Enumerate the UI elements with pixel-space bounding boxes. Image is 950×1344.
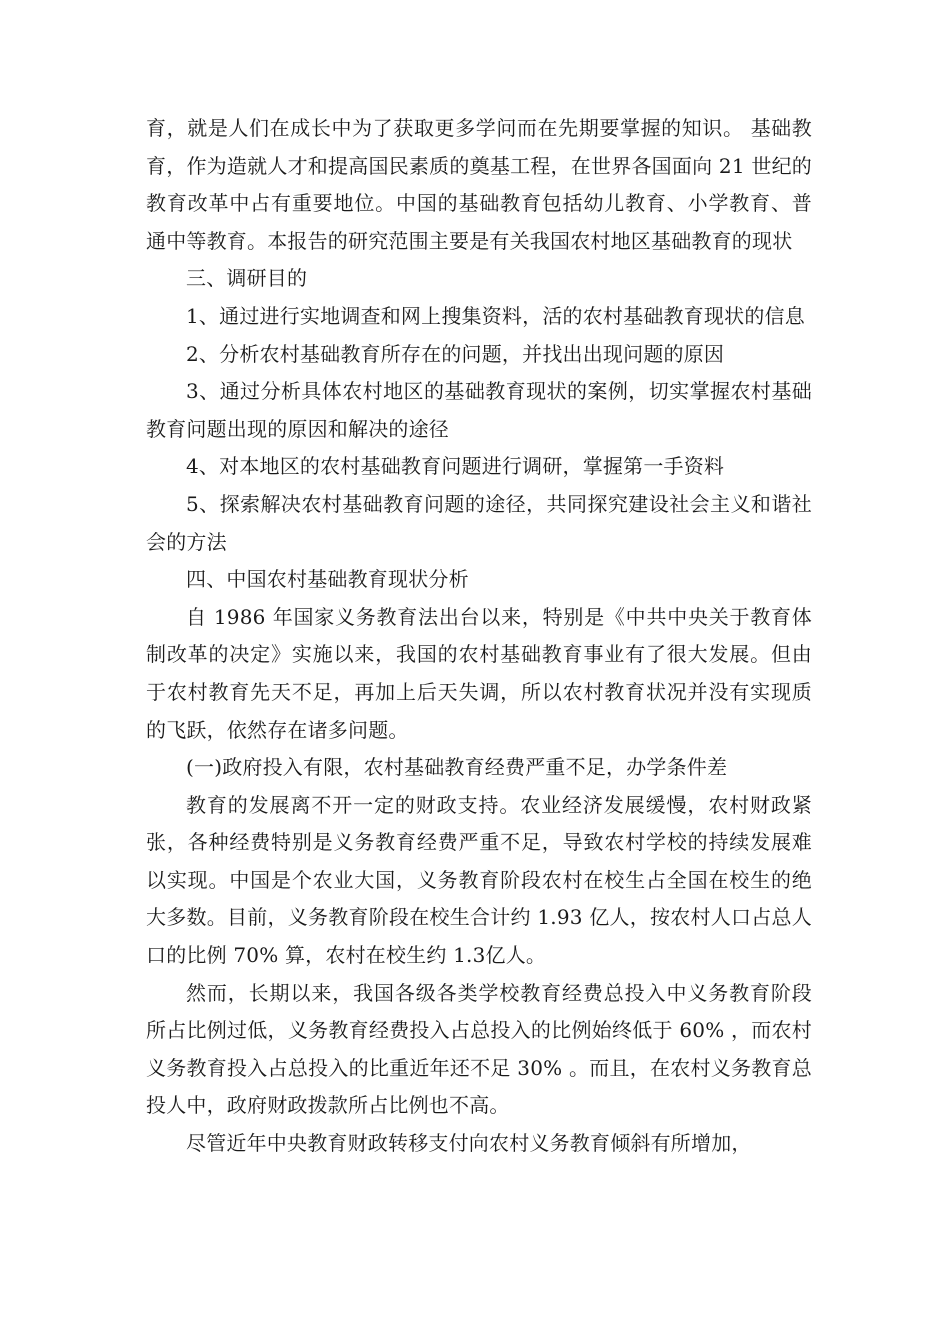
document-body [146, 110, 812, 1163]
section-heading-research-goals: 三、调研目的 [186, 266, 308, 291]
paragraph-intro-continued: 育，就是人们在成长中为了获取更多学问而在先期要掌握的知识。 基础教育，作为造就人才和提高国民素质的奠基工程，在世界各国面向 21 世纪的教育改革中占有重要地位。中国的基础教育包括幼儿教育、小学教育、普通中等教育。本报告的研究范围主要是有关我国农村地区基础教育的现状 [146, 116, 812, 253]
paragraph-funding-2: 然而，长期以来，我国各级各类学校教育经费总投入中义务教育阶段所占比例过低，义务教育经费投入占总投入的比例始终低于 60% ，而农村义务教育投入占总投入的比重近年还不足 30% 。而且，在农村义务教育总投人中，政府财政拨款所占比例也不高。 [146, 980, 812, 1118]
paragraph-funding-1: 教育的发展离不开一定的财政支持。农业经济发展缓慢，农村财政紧张，各种经费特别是义务教育经费严重不足，导致农村学校的持续发展难以实现。中国是个农业大国，义务教育阶段农村在校生占全国在校生的绝大多数。目前，义务教育阶段在校生合计约 1.93 亿人，按农村人口占总人口的比例 70% 算，农村在校生约 1.3亿人。 [146, 792, 812, 968]
subsection-heading-funding: (一)政府投入有限，农村基础教育经费严重不足，办学条件差 [186, 755, 728, 780]
goal-item-5: 5、探索解决农村基础教育问题的途径，共同探究建设社会主义和谐社会的方法 [146, 491, 812, 554]
paragraph-funding-3: 尽管近年中央教育财政转移支付向农村义务教育倾斜有所增加， [186, 1131, 752, 1156]
goal-item-4: 4、对本地区的农村基础教育问题进行调研，掌握第一手资料 [186, 454, 725, 479]
goal-item-2: 2、分析农村基础教育所存在的问题，并找出出现问题的原因 [186, 341, 725, 366]
goal-item-1: 1、通过进行实地调查和网上搜集资料，活的农村基础教育现状的信息 [186, 303, 805, 328]
goal-item-3: 3、通过分析具体农村地区的基础教育现状的案例，切实掌握农村基础教育问题出现的原因和解决的途径 [146, 379, 812, 441]
section-heading-status-analysis: 四、中国农村基础教育现状分析 [186, 567, 469, 592]
paragraph-status-overview: 自 1986 年国家义务教育法出台以来，特别是《中共中央关于教育体制改革的决定》实施以来，我国的农村基础教育事业有了很大发展。但由于农村教育先天不足，再加上后天失调，所以农村教育状况并没有实现质的飞跃，依然存在诸多问题。 [146, 604, 812, 742]
